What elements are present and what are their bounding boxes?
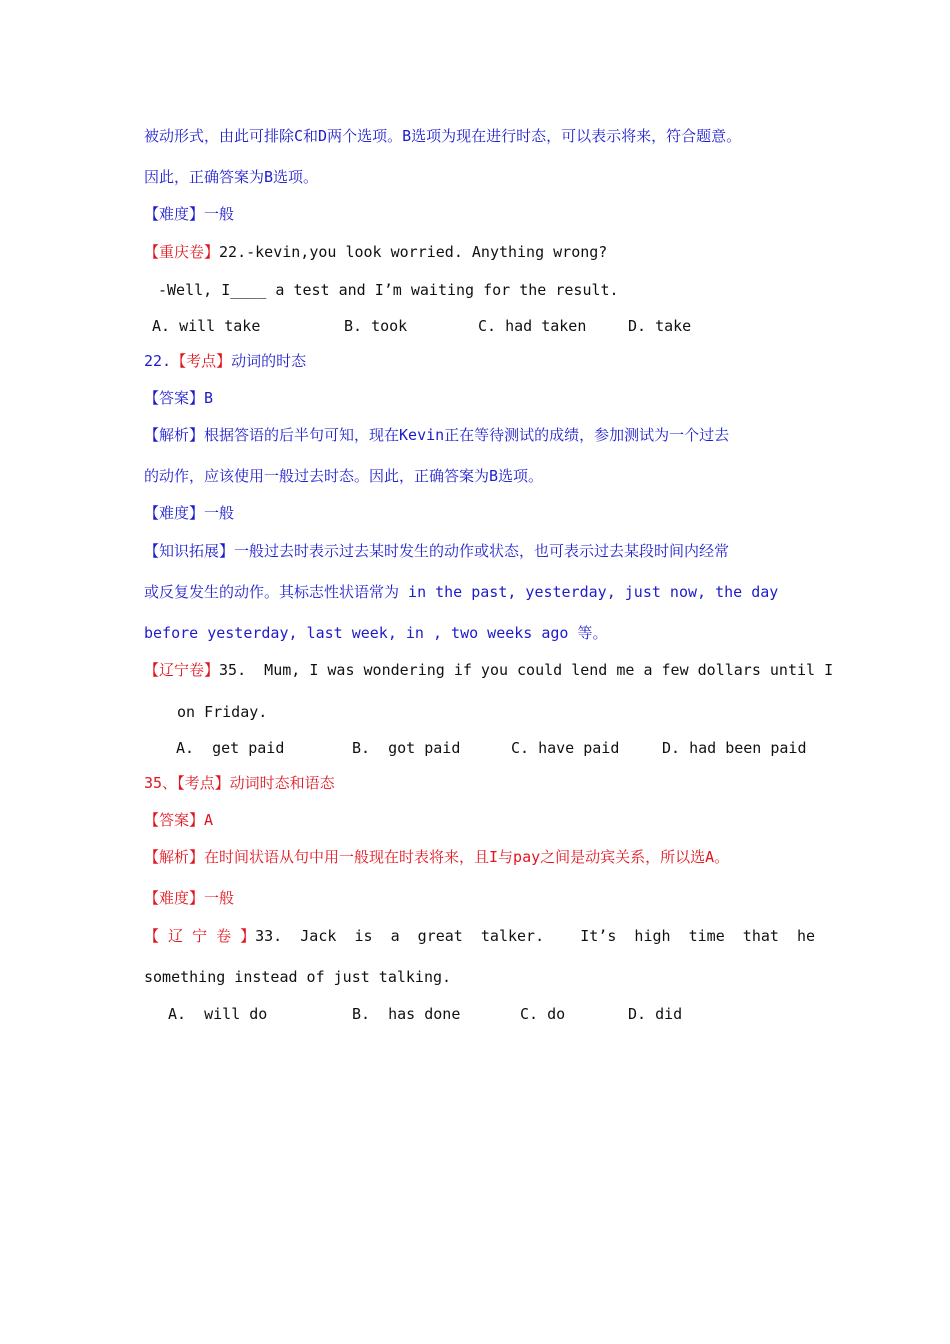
option-d: D. had been paid (662, 739, 807, 757)
difficulty-line (144, 503, 234, 523)
difficulty-line (144, 888, 234, 908)
analysis-line (144, 847, 729, 867)
answer-line (144, 810, 213, 830)
option-c: C. do (520, 1005, 566, 1023)
analysis-line-1 (144, 425, 729, 445)
extension-line-2: 或反复发生的动作。其标志性状语常为 in the past, yesterday, just now, the day (144, 583, 779, 601)
analysis-line-2: 的动作，应该使用一般过去时态。因此，正确答案为B选项。 (144, 467, 544, 485)
source-tag: 【重庆卷】 (144, 243, 220, 261)
question-text: 33. Jack is a great talker. It’s high time that he (255, 927, 816, 945)
analysis-text: 根据答语的后半句可知，现在Kevin正在等待测试的成绩，参加测试为一个过去 (204, 426, 730, 444)
option-c: C. had taken (478, 317, 587, 335)
analysis-tag: 【解析】 (144, 848, 205, 866)
point-text: 动词的时态 (231, 352, 307, 370)
source-tag: 【辽宁卷】 (144, 661, 220, 679)
extension-line-1 (144, 541, 729, 561)
point-line (144, 351, 306, 371)
option-a: A. get paid (176, 739, 285, 757)
answer-text: A (204, 811, 214, 829)
difficulty-tag: 【难度】 (144, 889, 205, 907)
extension-tag: 【知识拓展】 (144, 542, 235, 560)
point-prefix: 35、 (144, 774, 178, 792)
question-33-stem (144, 926, 815, 946)
point-text: 动词时态和语态 (229, 774, 335, 792)
source-tag: 【 辽 宁 卷 】 (144, 927, 256, 945)
option-d: D. did (628, 1005, 683, 1023)
option-a: A. will do (168, 1005, 268, 1023)
analysis-continuation-line-1: 被动形式，由此可排除C和D两个选项。B选项为现在进行时态，可以表示将来，符合题意。 (144, 127, 742, 145)
analysis-continuation-line-2: 因此，正确答案为B选项。 (144, 168, 319, 186)
answer-tag: 【答案】 (144, 811, 205, 829)
analysis-text: 在时间状语从句中用一般现在时表将来，且I与pay之间是动宾关系，所以选A。 (204, 848, 730, 866)
question-text: 35. Mum, I was wondering if you could lend me a few dollars until I (219, 661, 834, 679)
option-c: C. have paid (511, 739, 620, 757)
answer-tag: 【答案】 (144, 389, 205, 407)
point-prefix: 22. (144, 352, 172, 370)
point-tag: 【考点】 (171, 352, 232, 370)
option-d: D. take (628, 317, 692, 335)
extension-line-3: before yesterday, last week, in , two weeks ago 等。 (144, 624, 608, 642)
point-line (144, 773, 335, 793)
point-tag: 【考点】 (177, 774, 230, 792)
question-text: 22.-kevin,you look worried. Anything wrong? (219, 243, 608, 261)
option-b: B. took (344, 317, 408, 335)
extension-text: 一般过去时表示过去某时发生的动作或状态，也可表示过去某段时间内经常 (234, 542, 730, 560)
question-22-stem (144, 242, 607, 262)
option-a: A. will take (152, 317, 261, 335)
difficulty-line: 【难度】一般 (144, 205, 235, 223)
question-35-stem (144, 660, 833, 680)
option-b: B. has done (352, 1005, 461, 1023)
difficulty-text: 一般 (204, 889, 235, 907)
question-22-stem-2: -Well, I____ a test and I’m waiting for the result. (158, 281, 619, 299)
answer-text: B (204, 389, 214, 407)
question-35-stem-2: on Friday. (177, 703, 268, 721)
difficulty-text: 一般 (204, 504, 235, 522)
option-b: B. got paid (352, 739, 461, 757)
answer-line (144, 388, 213, 408)
difficulty-tag: 【难度】 (144, 504, 205, 522)
question-33-stem-2: something instead of just talking. (144, 968, 452, 986)
analysis-tag: 【解析】 (144, 426, 205, 444)
